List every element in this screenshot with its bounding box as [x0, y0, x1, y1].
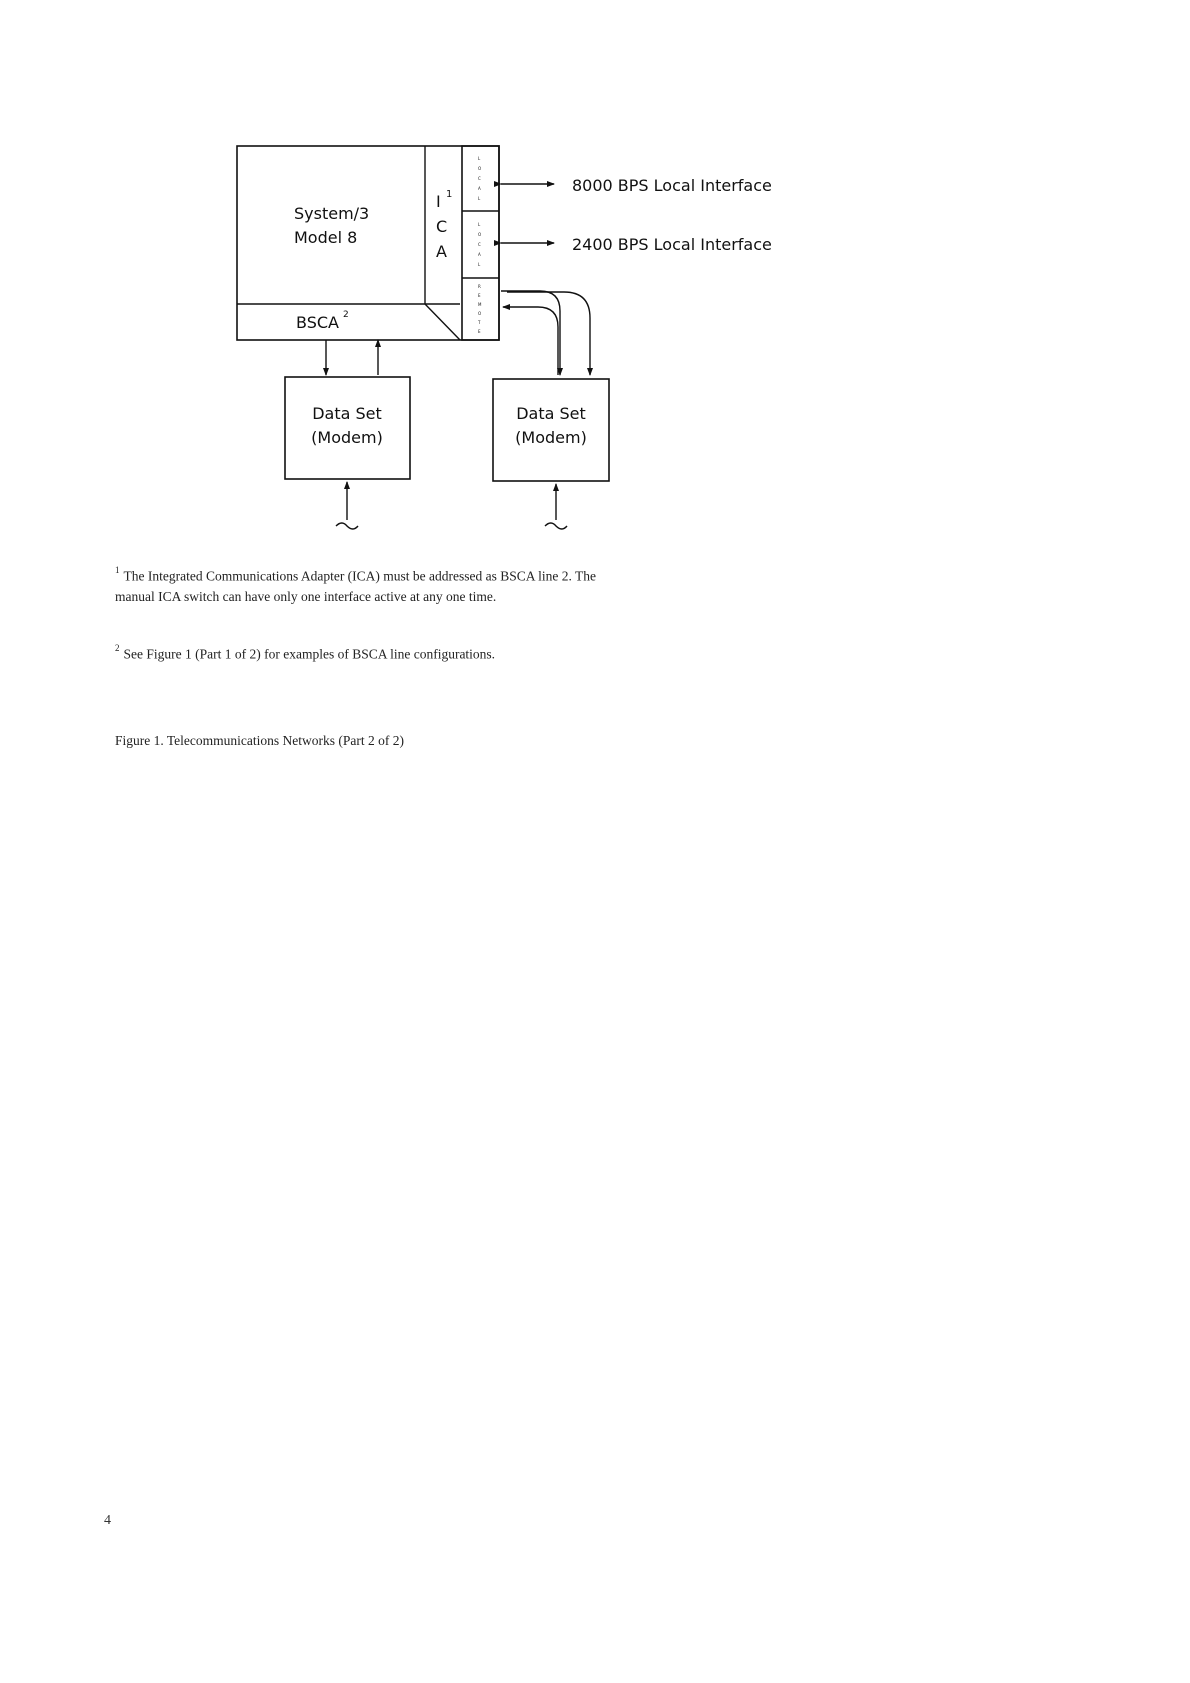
system-box	[237, 146, 499, 340]
ica-superscript: 1	[446, 189, 453, 200]
bsca-label: BSCA	[296, 313, 339, 332]
data-set-left-line-tilde	[336, 523, 358, 529]
remote-loop-outer	[507, 292, 590, 375]
svg-text:T: T	[478, 320, 481, 325]
remote-out-arrow	[501, 291, 560, 375]
data-set-right-line1: Data Set	[516, 404, 586, 423]
svg-text:R: R	[478, 284, 481, 289]
svg-text:O: O	[478, 311, 482, 316]
svg-text:E: E	[478, 329, 481, 334]
ica-slant	[425, 304, 460, 340]
ica-letter-a: A	[436, 242, 447, 261]
svg-text:O: O	[478, 232, 482, 237]
footnote-2-text: See Figure 1 (Part 1 of 2) for examples of BSCA line configurations.	[123, 646, 496, 662]
data-set-left-line1: Data Set	[312, 404, 382, 423]
svg-text:C: C	[478, 176, 481, 181]
footnote-1	[115, 562, 635, 607]
footnote-2-marker: 2	[115, 643, 120, 653]
page-number: 4	[104, 1513, 111, 1528]
figure-caption: Figure 1. Telecommunications Networks (Part 2 of 2)	[115, 733, 404, 748]
svg-text:O: O	[478, 166, 482, 171]
data-set-left-line2: (Modem)	[311, 428, 383, 447]
system-name: System/3	[294, 204, 370, 223]
ica-letter-c: C	[436, 217, 448, 236]
adapter-slot-markings	[477, 156, 482, 334]
ica-letter-i: I	[436, 192, 441, 211]
svg-text:L: L	[478, 196, 481, 201]
local-interface-8000-label: 8000 BPS Local Interface	[572, 176, 772, 195]
svg-text:A: A	[478, 252, 481, 257]
system-model: Model 8	[294, 228, 358, 247]
svg-text:C: C	[478, 242, 481, 247]
footnote-1-text: The Integrated Communications Adapter (ICA) must be addressed as BSCA line 2. The manual ICA switch can have only one interface active at any one time.	[115, 568, 597, 604]
svg-text:L: L	[478, 156, 481, 161]
remote-loop-inner	[503, 307, 558, 375]
telecom-network-diagram	[0, 0, 1190, 560]
svg-text:M: M	[478, 302, 482, 307]
data-set-right-line-tilde	[545, 523, 567, 529]
svg-text:E: E	[478, 293, 481, 298]
svg-text:L: L	[478, 262, 481, 267]
data-set-right-line2: (Modem)	[515, 428, 587, 447]
bsca-superscript: 2	[343, 310, 349, 320]
svg-text:A: A	[478, 186, 481, 191]
svg-text:L: L	[478, 222, 481, 227]
local-interface-2400-label: 2400 BPS Local Interface	[572, 235, 772, 254]
footnote-2	[115, 640, 635, 665]
footnote-1-marker: 1	[115, 565, 120, 575]
